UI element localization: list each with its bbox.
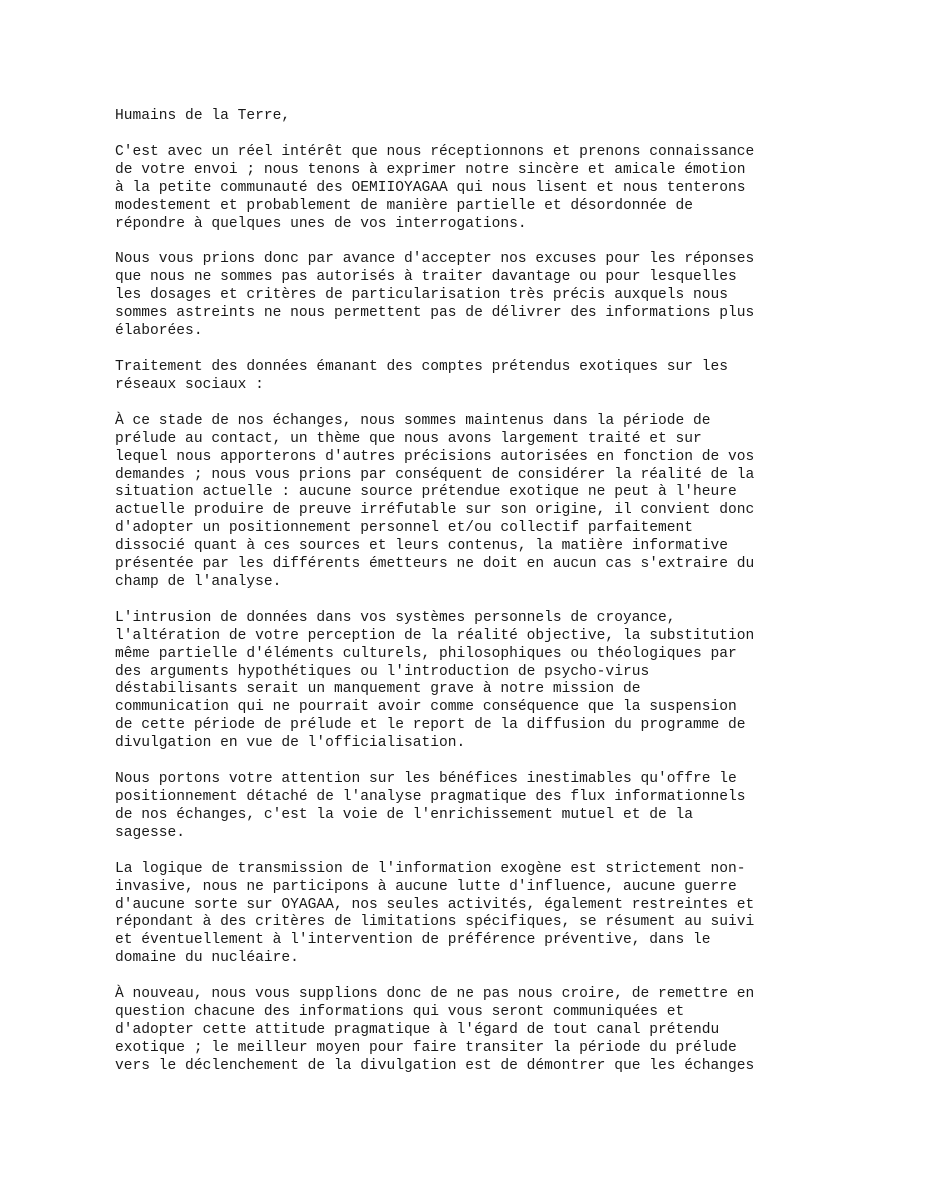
paragraph-apology: Nous vous prions donc par avance d'accepter nos excuses pour les réponses que nous ne sommes pas autorisés à traiter davantage ou pour lesquelles les dosages et critères de particularisation très précis auxquels nous sommes astreints ne nous permettent pas de délivrer des informations plus élaborées. — [115, 251, 755, 340]
salutation: Humains de la Terre, — [115, 108, 291, 124]
section-heading: Traitement des données émanant des comptes prétendus exotiques sur les réseaux sociaux : — [115, 358, 729, 393]
paragraph-attention: Nous portons votre attention sur les bénéfices inestimables qu'offre le positionnement détaché de l'analyse pragmatique des flux informationnels de nos échanges, c'est la voie de l'enrichissement mutuel et de la sagesse. — [115, 771, 746, 841]
letter-body — [115, 108, 815, 1094]
paragraph-intro: C'est avec un réel intérêt que nous réceptionnons et prenons connaissance de votre envoi ; nous tenons à exprimer notre sincère et amicale émotion à la petite communauté des OEMIIOYAGAA qui nous lisent et nous tenterons modestement et probablement de manière partielle et désordonnée de répondre à quelques unes de vos interrogations. — [115, 143, 755, 232]
paragraph-closing: À nouveau, nous vous supplions donc de ne pas nous croire, de remettre en question chacune des informations qui vous seront communiquées et d'adopter cette attitude pragmatique à l'égard de tout canal prétendu exotique ; le meilleur moyen pour faire transiter la période du prélude vers le déclenchement de la divulgation est de démontrer que les échanges — [115, 986, 755, 1074]
paragraph-prelude: À ce stade de nos échanges, nous sommes maintenus dans la période de prélude au contact, un thème que nous avons largement traité et sur lequel nous apporterons d'autres précisions autorisées en fonction de vos demandes ; nous vous prions par conséquent de considérer la réalité de la situation actuelle : aucune source prétendue exotique ne peut à l'heure actuelle produire de preuve irréfutable sur son origine, il convient donc d'adopter un positionnement personnel et/ou collectif parfaitement dissocié quant à ces sources et leurs contenus, la matière informative présentée par les différents émetteurs ne doit en aucun cas s'extraire du champ de l'analyse. — [115, 412, 755, 590]
paragraph-transmission: La logique de transmission de l'information exogène est strictement non- invasive, nous ne participons à aucune lutte d'influence, aucune guerre d'aucune sorte sur OYAGAA, nos seules activités, également restreintes et répondant à des critères de limitations spécifiques, se résument au suivi et éventuellement à l'intervention de préférence préventive, dans le domaine du nucléaire. — [115, 860, 755, 967]
paragraph-intrusion: L'intrusion de données dans vos systèmes personnels de croyance, l'altération de votre perception de la réalité objective, la substitution même partielle d'éléments culturels, philosophiques ou théologiques par des arguments hypothétiques ou l'introduction de psycho-virus déstabilisants serait un manquement grave à notre mission de communication qui ne pourrait avoir comme conséquence que la suspension de cette période de prélude et le report de la diffusion du programme de divulgation en vue de l'officialisation. — [115, 609, 755, 752]
